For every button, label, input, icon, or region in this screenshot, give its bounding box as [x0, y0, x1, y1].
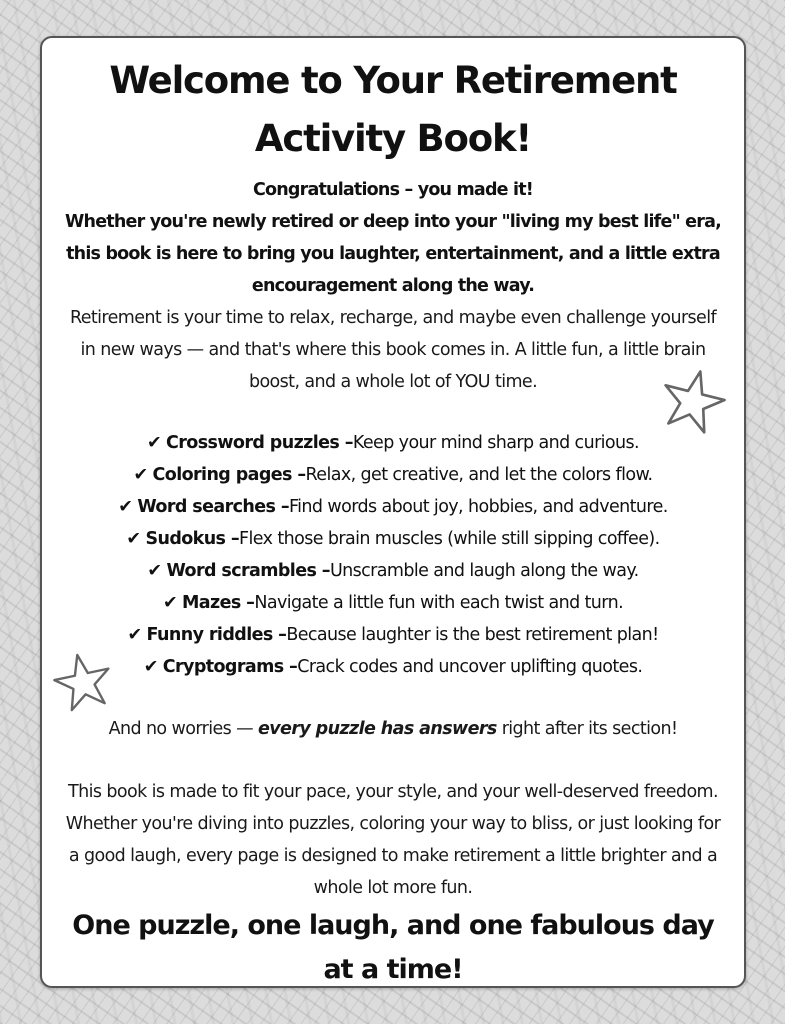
feature-desc: Find words about joy, hobbies, and adventure. [288, 497, 668, 517]
feature-desc: Unscramble and laugh along the way. [329, 561, 639, 581]
answers-note-before: And no worries — [108, 719, 258, 739]
feature-item [42, 587, 744, 619]
feature-name: Funny riddles – [146, 625, 287, 645]
feature-name: Word searches – [137, 497, 289, 517]
checkmark-icon: ✔ [118, 497, 133, 517]
feature-name: Crossword puzzles – [166, 433, 353, 453]
checkmark-icon: ✔ [147, 561, 162, 581]
star-outline-icon [52, 652, 114, 712]
feature-name: Coloring pages – [152, 465, 306, 485]
feature-name: Sudokus – [145, 529, 240, 549]
feature-item [42, 491, 744, 523]
intro-bold-block [52, 174, 734, 302]
feature-desc: Keep your mind sharp and curious. [352, 433, 640, 453]
feature-desc: Navigate a little fun with each twist and turn. [254, 593, 624, 613]
answers-note [62, 713, 724, 745]
checkmark-icon: ✔ [127, 625, 142, 645]
page-title [42, 52, 744, 168]
checkmark-icon: ✔ [143, 657, 158, 677]
checkmark-icon: ✔ [126, 529, 141, 549]
checkmark-icon: ✔ [146, 433, 162, 453]
feature-item [42, 651, 744, 683]
checkmark-icon: ✔ [133, 465, 148, 485]
feature-item [42, 523, 744, 555]
feature-name: Cryptograms – [162, 657, 298, 677]
title-line-2: Activity Book! [254, 117, 532, 160]
feature-desc: Crack codes and uncover uplifting quotes. [297, 657, 643, 677]
checkmark-icon: ✔ [162, 593, 178, 613]
feature-item [42, 619, 744, 651]
intro-bold-text: Whether you're newly retired or deep into your "living my best life" era, this book is here to bring you laughter, entertainment, and a little extra encouragement along the way. [65, 212, 721, 296]
feature-desc: Flex those brain muscles (while still sipping coffee). [239, 529, 660, 549]
feature-item [42, 427, 744, 459]
answers-note-bold: every puzzle has answers [257, 719, 497, 739]
feature-item [42, 555, 744, 587]
answers-note-after: right after its section! [496, 719, 678, 739]
activity-book-page [40, 36, 746, 988]
closing-body-text: This book is made to fit your pace, your style, and your well-deserved freedom. Whether you're diving into puzzles, coloring your way to bliss, or just looking for a good laugh, every page is designed to make retirement a little brighter and a whole lot more fun. [65, 782, 721, 898]
feature-name: Word scrambles – [166, 561, 330, 581]
title-line-1: Welcome to Your Retirement [109, 59, 677, 102]
feature-list [42, 427, 744, 683]
star-outline-icon [657, 368, 729, 434]
congrats-text: Congratulations – you made it! [253, 180, 533, 200]
closing-tagline: One puzzle, one laugh, and one fabulous day at a time! [72, 910, 714, 985]
feature-desc: Relax, get creative, and let the colors flow. [305, 465, 653, 485]
feature-name: Mazes – [181, 593, 255, 613]
feature-desc: Because laughter is the best retirement plan! [286, 625, 659, 645]
feature-item [42, 459, 744, 491]
intro-body-text: Retirement is your time to relax, recharge, and maybe even challenge yourself in new ways — and that's where this book comes in. A little fun, a little brain boost, and a whole lot of YOU time. [69, 308, 717, 392]
